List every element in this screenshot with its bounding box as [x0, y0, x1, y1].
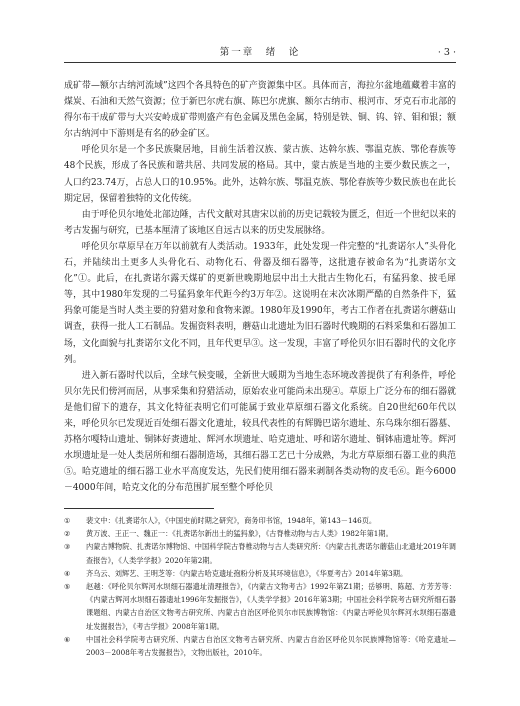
footnote — [64, 527, 456, 540]
page-number: · 3 · — [437, 47, 456, 58]
running-header — [64, 46, 456, 63]
footnote-marker: ② — [64, 529, 71, 539]
footnote-marker: ⑥ — [64, 634, 71, 644]
footnote-text: 中国社会科学院考古研究所、内蒙古自治区文物考古研究所、内蒙古自治区呼伦贝尔民族博物馆等：《哈克遗址—2003－2008年考古发掘报告》，文物出版社，2010年。 — [86, 634, 456, 658]
main-text — [64, 78, 456, 496]
paragraph: 呼伦贝尔是一个多民族聚居地，目前生活着汉族、蒙古族、达斡尔族、鄂温克族、鄂伦春族等48个民族，形成了各民族和谐共居、共同发展的格局。其中，蒙古族是当地的主要少数民族之一，人口约23.74万，占总人口的10.95%。此外，达斡尔族、鄂温克族、鄂伦春族等少数民族也在此长期定居，保留着独特的文化传统。 — [64, 145, 456, 204]
footnote-marker: ③ — [64, 542, 71, 552]
paragraph: 呼伦贝尔草原早在万年以前就有人类活动。1933年，此处发现一件完整的“扎赉诺尔人”头骨化石，并陆续出土更多人头骨化石、动物化石、骨器及细石器等，这批遗存被命名为“扎赉诺尔文化”①。此后，在扎赉诺尔露天煤矿的更新世晚期地层中出土大批古生物化石，有猛犸象、披毛犀等，其中1980年发现的二号猛犸象年代距今约3万年②。这说明在末次冰期严酷的自然条件下，猛犸象可能是当时人类主要的狩猎对象和食物来源。1980年及1990年，考古工作者在扎赉诺尔蘑菇山调查，获得一批人工石制品。发掘资料表明，蘑菇山北遗址为旧石器时代晚期的石料采集和石器加工场，文化面貌与扎赉诺尔文化不同，且年代更早③。这一发现，丰富了呼伦贝尔旧石器时代的文化序列。 — [64, 241, 456, 365]
footnotes — [64, 514, 456, 659]
footnote-text: 黄万波、王正一、魏正一：《扎赉诺尔新出土的猛犸象》，《古脊椎动物与古人类》1982年第1期。 — [86, 529, 393, 539]
paragraph: 成矿带—额尔古纳河流域”这四个各具特色的矿产资源集中区。具体而言，海拉尔盆地蕴藏着丰富的煤炭、石油和天然气资源；位于新巴尔虎右旗、陈巴尔虎旗、额尔古纳市、根河市、牙克石市北部的得尔布干成矿带与大兴安岭成矿带则盛产有色金属及黑色金属，特别是铁、铜、钨、锌、钼和银；额尔古纳河中下游则是有名的砂金矿区。 — [64, 81, 456, 140]
footnote-text: 齐乌云、刘辉艺、王明芝等：《内蒙古哈克遗址孢粉分析及其环境信息》，《华夏考古》2014年第3期。 — [86, 568, 408, 578]
chapter-title: 第一章 绪 论 — [219, 47, 301, 58]
footnote-text: 裴文中：《扎赉诺尔人》，《中国史前时期之研究》，商务印书馆，1948年，第143－146页。 — [86, 516, 377, 525]
footnote — [64, 633, 456, 659]
footnote — [64, 580, 456, 633]
paragraph: 进入新石器时代以后，全球气候变暖，全新世大暖期为当地生态环境改善提供了有利条件，呼伦贝尔先民们傍河而居，从事采集和狩猎活动，原始农业可能尚未出现④。草原上广泛分布的细石器就是他们留下的遗存，其文化特征表明它们可能属于致业草原细石器文化系统。自20世纪60年代以来，呼伦贝尔已发现近百处细石器文化遗址，较具代表性的有辉腾巴诺尔遗址、东乌珠尔细石器墓、苏格尔嘎特山遗址、铜钵好赉遗址、辉河水坝遗址、哈克遗址、呼和诺尔遗址、铜钵庙遗址等。辉河水坝遗址是一处人类居所和细石器制造场，其细石器工艺已十分成熟，为北方草原细石器工业的典范⑤。哈克遗址的细石器工业水平高度发达，先民们使用细石器来剥制各类动物的皮毛⑥。距今6000－4000年间，哈克文化的分布范围扩展至整个呼伦贝 — [64, 370, 456, 494]
footnote-text: 内蒙古博物院、扎赉诺尔博物馆、中国科学院古脊椎动物与古人类研究所：《内蒙古扎赉诺尔蘑菇山北遗址2019年调查报告》，《人类学学报》2020年第2期。 — [86, 542, 456, 565]
footnote — [64, 514, 456, 527]
footnote-divider — [64, 508, 214, 509]
footnote — [64, 540, 456, 566]
footnote-marker: ⑤ — [64, 582, 71, 592]
footnote-marker: ④ — [64, 568, 71, 578]
footnote-marker: ① — [64, 516, 71, 525]
footnote — [64, 567, 456, 580]
footnote-text: 赵越：《呼伦贝尔辉河水坝细石器遗址清理报告》，《内蒙古文物考古》1992年第Z1期；岳够明、陈超、方芳芳等：《内蒙古辉河水坝细石器遗址1996年发掘报告》，《人类学学报》2016年第3期；中国社会科学院考古研究所细石器课题组、内蒙古自治区文物考古研究所、内蒙古自治区呼伦贝尔市民族博物馆：《内蒙古呼伦贝尔辉河水坝细石器遗址发掘报告》，《考古学报》2008年第1期。 — [86, 582, 456, 631]
paragraph: 由于呼伦贝尔地处北部边陲，古代文献对其唐宋以前的历史记载较为匮乏，但近一个世纪以来的考古发掘与研究，已基本厘清了该地区自远古以来的历史发展脉络。 — [64, 209, 456, 236]
